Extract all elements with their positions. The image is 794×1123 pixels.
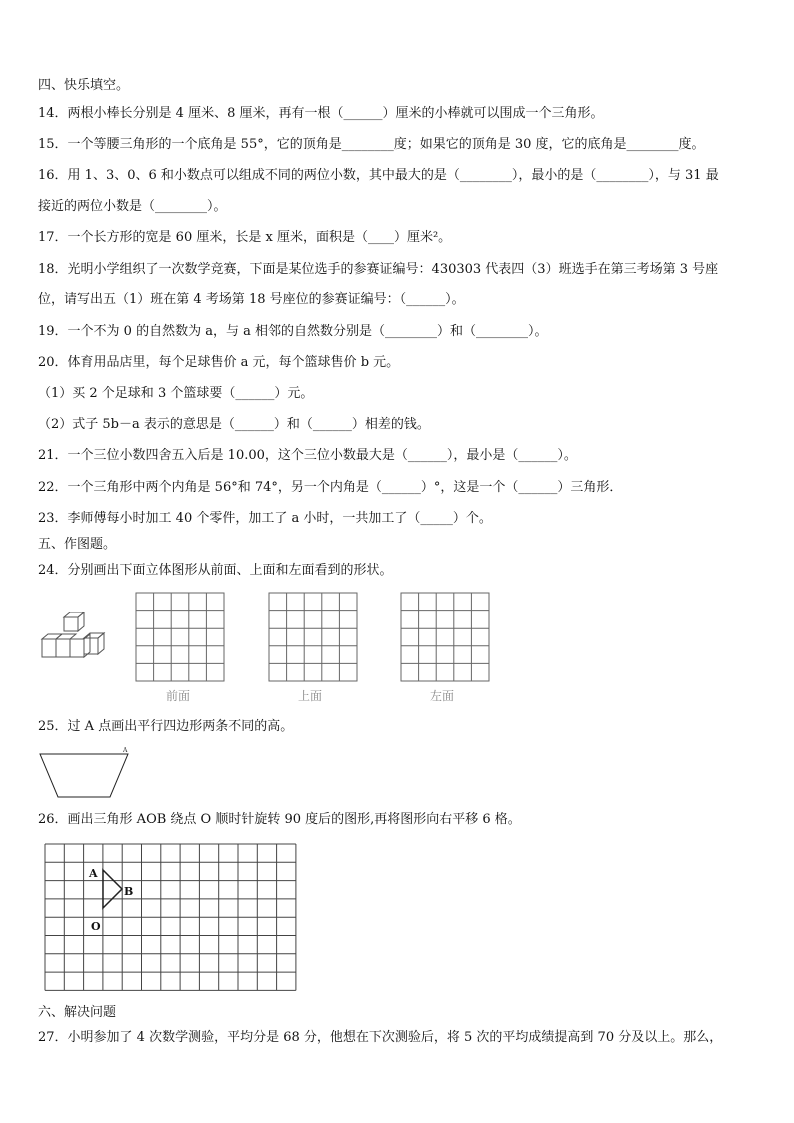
- grid-top-view[interactable]: [268, 592, 360, 682]
- grid-front-view[interactable]: [135, 592, 227, 682]
- triangle-aob: [103, 870, 122, 908]
- question-19: 19．一个不为 0 的自然数为 a，与 a 相邻的自然数分别是（________）和（________）。: [38, 324, 548, 339]
- caption-top: 上面: [298, 689, 323, 703]
- question-22: 22．一个三角形中两个内角是 56°和 74°，另一个内角是（______）°，这是一个（______）三角形．: [38, 480, 623, 495]
- question-21: 21．一个三位小数四舍五入后是 10.00，这个三位小数最大是（______），最小是（______）。: [38, 448, 577, 463]
- parallelogram-label-a: A: [123, 747, 128, 754]
- caption-front: 前面: [166, 689, 191, 703]
- question-15: 15．一个等腰三角形的一个底角是 55°，它的顶角是________度；如果它的顶角是 30 度，它的底角是________度。: [38, 137, 705, 152]
- cube-stack-figure: [40, 612, 110, 662]
- question-18-line-1: 18．光明小学组织了一次数学竞赛，下面是某位选手的参赛证编号：430303 代表四（3）班选手在第三考场第 3 号座: [38, 262, 719, 277]
- question-23: 23．李师傅每小时加工 40 个零件，加工了 a 小时，一共加工了（_____）个。: [38, 511, 492, 526]
- label-o: O: [91, 920, 101, 933]
- question-24: 24．分别画出下面立体图形从前面、上面和左面看到的形状。: [38, 563, 393, 578]
- label-b: B: [124, 885, 134, 898]
- caption-left: 左面: [430, 689, 455, 703]
- section-drawing-heading: 五、作图题。: [38, 537, 117, 552]
- question-26: 26．画出三角形 AOB 绕点 O 顺时针旋转 90 度后的图形,再将图形向右平移 6 格。: [38, 812, 521, 827]
- question-17: 17．一个长方形的宽是 60 厘米，长是 x 厘米，面积是（____）厘米²。: [38, 230, 452, 245]
- question-20-part-2: （2）式子 5b－a 表示的意思是（______）和（______）相差的钱。: [38, 417, 430, 432]
- question-27: 27．小明参加了 4 次数学测验，平均分是 68 分，他想在下次测验后，将 5 次的平均成绩提高到 70 分及以上。那么，: [38, 1030, 723, 1045]
- question-18-line-2: 位，请写出五（1）班在第 4 考场第 18 号座位的参赛证编号：（______）。: [38, 292, 465, 307]
- question-16-line-2: 接近的两位小数是（________）。: [38, 199, 227, 214]
- question-14: 14．两根小棒长分别是 4 厘米、8 厘米，再有一根（______）厘米的小棒就可以围成一个三角形。: [38, 106, 604, 121]
- grid-left-view[interactable]: [400, 592, 492, 682]
- parallelogram-figure: [36, 745, 132, 801]
- question-16-line-1: 16．用 1、3、0、6 和小数点可以组成不同的两位小数，其中最大的是（________），最小的是（________），与 31 最: [38, 168, 719, 183]
- question-20: 20．体育用品店里，每个足球售价 a 元，每个篮球售价 b 元。: [38, 355, 400, 370]
- section-solve-heading: 六、解决问题: [38, 1005, 117, 1020]
- label-a: A: [89, 867, 98, 880]
- triangle-grid-figure[interactable]: [43, 843, 298, 993]
- section-fill-blank-heading: 四、快乐填空。: [38, 78, 130, 93]
- question-25: 25．过 A 点画出平行四边形两条不同的高。: [38, 719, 294, 734]
- question-20-part-1: （1）买 2 个足球和 3 个篮球要（______）元。: [38, 386, 314, 401]
